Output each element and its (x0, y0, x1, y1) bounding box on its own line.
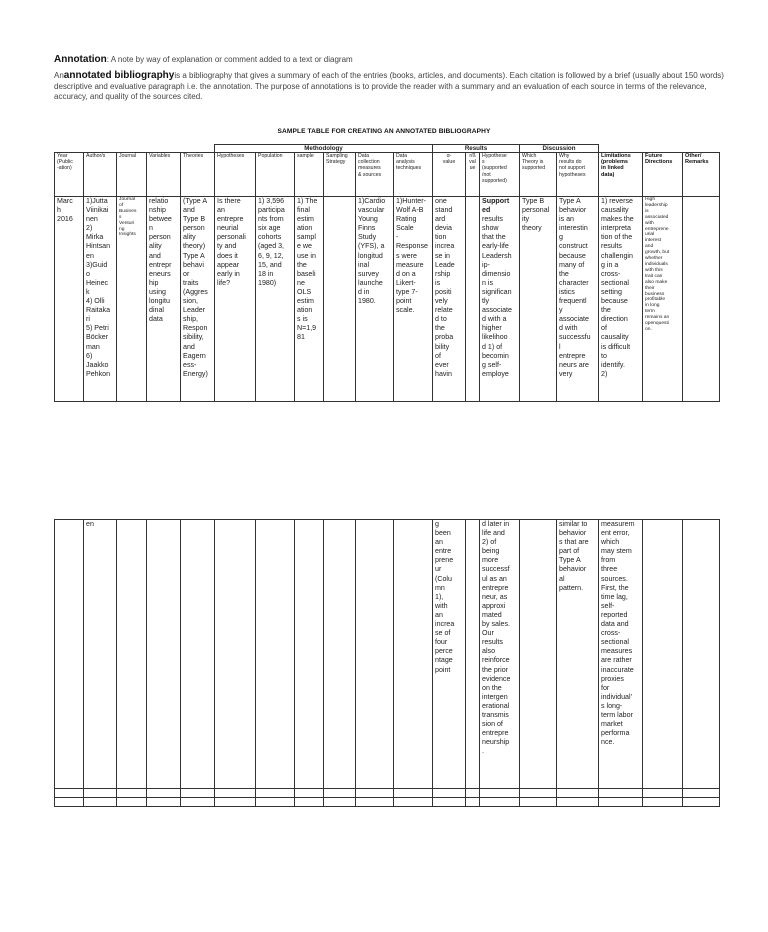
group-header-row (55, 145, 720, 153)
group-discussion: Discussion (520, 145, 599, 153)
cell-variables: relatio nship betwee n person ality and entrepr eneurs hip using longitu dinal data (147, 197, 181, 402)
cell-future-directions (643, 520, 683, 789)
cell-authors: 1)Jutta Viinikai nen 2) Mirka Hintsan en 3)Guid o Heinec k 4) Olli Raitaka ri 5) Petri Böcker man 6) Jaakko Pehkon (84, 197, 117, 402)
cell-population: 1) 3,596 participa nts from six age cohorts (aged 3, 6, 9, 12, 15, and 18 in 1980) (256, 197, 295, 402)
cell-other-remarks (683, 520, 720, 789)
header-other-remarks: Other/ Remarks (683, 153, 720, 197)
header-theories: Theories (181, 153, 215, 197)
table-title: SAMPLE TABLE FOR CREATING AN ANNOTATED BIBLIOGRAPHY (277, 128, 491, 135)
cell-hypotheses-supported: d later in life and 2) of being more successf ul as an entrepre neur, as approxi mated by sales. Our results also reinforce the prior evidence on the intergen erational transmis sion of entrepre neurship . (480, 520, 520, 789)
cell-sample: 1) The final estim ation sampl e we use in the baseli ne OLS estim ation s is N=1,9 81 (295, 197, 324, 402)
cell-r-beta-value (466, 197, 480, 402)
cell-limitations: 1) reverse causality makes the interpreta tion of the results challengin g in a cross- sectional setting because the direction of causality is difficult to identify. 2) (599, 197, 643, 402)
cell-future-directions: High leadership is associated with entreprene urial interest and growth, but whether individuals with this trait can also make their business profitable in long term remains an openquesti on. (643, 197, 683, 402)
header-hypotheses: Hypotheses (215, 153, 256, 197)
cell-sample (295, 520, 324, 789)
header-journal: Journal (117, 153, 147, 197)
group-methodology: Methodology (215, 145, 433, 153)
empty-row (55, 789, 720, 798)
cell-r-beta-value (466, 520, 480, 789)
header-theory-supported: Which Theory is supported (520, 153, 557, 197)
cell-alpha-value: one stand ard devia tion increa se in Leade rship is positi vely relate d to the proba bility of ever havin (433, 197, 466, 402)
cell-data-collection: 1)Cardio vascular Young Finns Study (YFS), a longitud inal survey launche d in 1980. (356, 197, 394, 402)
cell-theories: (Type A and Type B person ality theory) Type A behavi or traits (Aggres sion, Leader ship, Respon sibility, and Eagern ess- Energy) (181, 197, 215, 402)
cell-authors: en (84, 520, 117, 789)
annotation-definition (54, 55, 726, 66)
cell-sampling-strategy (324, 197, 356, 402)
header-why-not-supported: Why results do not support hypotheses (557, 153, 599, 197)
cell-why-not-supported: Type A behavior is an interestin g construct because many of the character istics frequentl y associate d with successfu l entrepre neurs are very (557, 197, 599, 402)
annotation-term: Annotation (54, 54, 107, 65)
column-header-row (55, 153, 720, 197)
cell-hypotheses-supported (480, 197, 520, 402)
cell-year: Marc h 2016 (55, 197, 84, 402)
cell-limitations: measurem ent error, which may stem from three sources. First, the time lag, self- reported data and cross- sectional measures are rather inaccurate proxies for individual' s long- term labor market performa nce. (599, 520, 643, 789)
header-future-directions: Future Directions (643, 153, 683, 197)
cell-other-remarks (683, 197, 720, 402)
cell-data-collection (356, 520, 394, 789)
bibliography-table (54, 144, 720, 402)
cell-sampling-strategy (324, 520, 356, 789)
annotated-bibliography-definition (54, 71, 726, 103)
cell-hypotheses (215, 520, 256, 789)
cell-why-not-supported: similar to behavior s that are part of Type A behavior al pattern. (557, 520, 599, 789)
group-results: Results (433, 145, 520, 153)
annotated-bibliography-term: annotated bibliography (63, 70, 175, 81)
cell-data-analysis (394, 520, 433, 789)
header-hypotheses-supported: Hypothese s (supported /not supported) (480, 153, 520, 197)
bibliography-table-continued (54, 519, 720, 807)
cell-hypotheses: Is there an entrepre neurial personali ty and does it appear early in life? (215, 197, 256, 402)
cell-data-analysis: 1)Hunter- Wolf A-B Rating Scale - Response s were measure d on a Likert- type 7- point scale. (394, 197, 433, 402)
cell-journal: Journal of Busines s Venturi ng Insights (117, 197, 147, 402)
cell-theory-supported: Type B personal ity theory (520, 197, 557, 402)
cell-year (55, 520, 84, 789)
table-row (55, 197, 720, 402)
definition-text: is a bibliography that gives a summary of each of the entries (books, articles, and documents). Each citation is followed by a brief (usually about 150 words) descriptive and evaluative paragraph i.e. the annotation. The purpose of annotations is to provide the reader with a summary and an evaluation of each source in terms of the relevance, accuracy, and quality of the sources cited. (54, 71, 724, 101)
cell-journal (117, 520, 147, 789)
cell-population (256, 520, 295, 789)
hypotheses-result-text: results show that the early-life Leadersh ip- dimensio n is significan tly associate d with a higher likelihoo d 1) of becomin g self- employe (482, 215, 512, 378)
cell-alpha-value: g been an entre prene ur (Colu mn 1), with an increa se of four perce ntage point (433, 520, 466, 789)
header-sample: sample (295, 153, 324, 197)
empty-row (55, 798, 720, 807)
header-year: Year (Public -ation) (55, 153, 84, 197)
table-row (55, 520, 720, 789)
cell-theories (181, 520, 215, 789)
header-sampling-strategy: Sampling Strategy (324, 153, 356, 197)
cell-variables (147, 520, 181, 789)
header-r-beta-value: r/ß val ue (466, 153, 480, 197)
header-population: Population (256, 153, 295, 197)
definition-lead: An (54, 71, 64, 80)
cell-theory-supported (520, 520, 557, 789)
header-alpha-value: α- value (433, 153, 466, 197)
header-data-collection: Data collection measures & sources (356, 153, 394, 197)
header-variables: Variables (147, 153, 181, 197)
header-data-analysis: Data analysis techniques (394, 153, 433, 197)
annotation-text: : A note by way of explanation or comment added to a text or diagram (106, 55, 353, 64)
header-authors: Author/s (84, 153, 117, 197)
header-limitations: Limitations (problems in linked data) (599, 153, 643, 197)
supported-label: Support ed (482, 197, 510, 215)
